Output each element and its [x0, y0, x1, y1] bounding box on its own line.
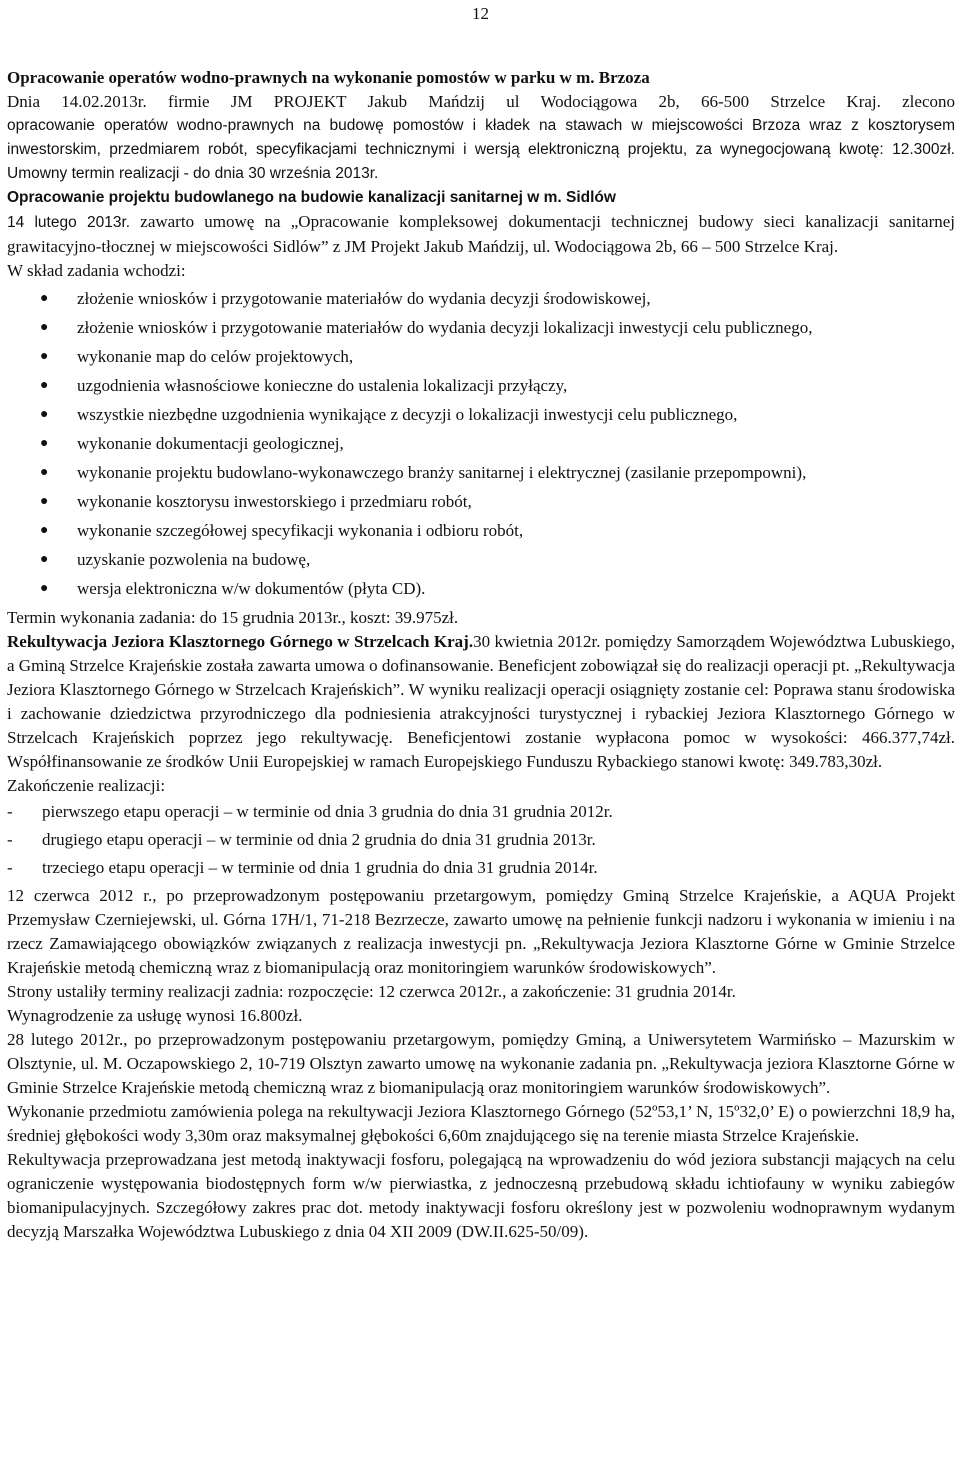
dash-icon: -	[7, 830, 13, 849]
paragraph-rekultywacja	[7, 630, 955, 774]
bullet-icon: ●	[40, 552, 49, 567]
list-item: ● wersja elektroniczna w/w dokumentów (płyta CD).	[7, 577, 955, 601]
paragraph-terms: Strony ustaliły terminy realizacji zadnia: rozpoczęcie: 12 czerwca 2012r., a zakończenie: 31 grudnia 2014r.	[7, 982, 736, 1001]
list-item: ● złożenie wniosków i przygotowanie materiałów do wydania decyzji lokalizacji inwestycji celu publicznego,	[7, 316, 955, 340]
bullet-icon: ●	[40, 407, 49, 422]
list-item: ● złożenie wniosków i przygotowanie materiałów do wydania decyzji środowiskowej,	[7, 287, 955, 311]
list-item: ● wykonanie projektu budowlano-wykonawczego branży sanitarnej i elektrycznej (zasilanie przepompowni),	[7, 461, 955, 485]
sidlow-body: zawarto umowę na „Opracowanie kompleksowej dokumentacji technicznej budowy sieci kanalizacji sanitarnej grawitacyjno-tłocznej w miejscowości Sidlów” z JM Projekt Jakub Mańdzij, ul. Wodociągowa 2b, 66 – 500 Strzelce Kraj.	[7, 212, 955, 256]
bullet-icon: ●	[40, 436, 49, 451]
document-body	[7, 66, 955, 1244]
bullet-icon: ●	[40, 465, 49, 480]
paragraph-aqua: 12 czerwca 2012 r., po przeprowadzonym postępowaniu przetargowym, pomiędzy Gminą Strzelce Krajeńskie, a AQUA Projekt Przemysław Czerniejewski, ul. Górna 17H/1, 71-218 Bezrzecze, zawarto umowę na pełnienie funkcji nadzoru i wykonania w imieniu i na rzecz Zamawiającego obowiązków związanych z realizacja inwestycji pn. „Rekultywacja Jeziora Klasztorne Górne w Gminie Strzelce Krajeńskie metodą chemiczną wraz z biomanipulacją oraz monitoringiem warunków środowiskowych”.	[7, 886, 955, 977]
scope-list	[7, 287, 955, 601]
paragraph-subject: Wykonanie przedmiotu zamówienia polega na rekultywacji Jeziora Klasztornego Górnego (52º53,1’ N, 15º32,0’ E) o powierzchni 18,9 ha, średniej głębokości wody 3,30m oraz maksymalnej głębokości 6,60m znajdującego się na terenie miasta Strzelce Krajeńskie.	[7, 1102, 955, 1145]
list-item: ● wykonanie szczegółowej specyfikacji wykonania i odbioru robót,	[7, 519, 955, 543]
section-title-brzoza: Opracowanie operatów wodno-prawnych na wykonanie pomostów w parku w m. Brzoza	[7, 68, 650, 87]
dash-icon: -	[7, 802, 13, 821]
list-item: ● wykonanie map do celów projektowych,	[7, 345, 955, 369]
list-item: - trzeciego etapu operacji – w terminie od dnia 1 grudnia do dnia 31 grudnia 2014r.	[7, 856, 955, 880]
paragraph-fee: Wynagrodzenie za usługę wynosi 16.800zł.	[7, 1006, 303, 1025]
list-item: - drugiego etapu operacji – w terminie od dnia 2 grudnia do dnia 31 grudnia 2013r.	[7, 828, 955, 852]
sidlow-term: Termin wykonania zadania: do 15 grudnia 2013r., koszt: 39.975zł.	[7, 608, 459, 627]
list-item: ● wykonanie dokumentacji geologicznej,	[7, 432, 955, 456]
paragraph-brzoza-line: Dnia 14.02.2013r. firmie JM PROJEKT Jakub Mańdzij ul Wodociągowa 2b, 66-500 Strzelce Kraj. zlecono	[7, 92, 955, 111]
paragraph-method: Rekultywacja przeprowadzana jest metodą inaktywacji fosforu, polegającą na wprowadzeniu do wód jeziora substancji mających na celu ograniczenie występowania biodostępnych form w/w pierwiastka, z jednoczesną przebudową składu ichtiofauny w wyniku zabiegów biomanipulacyjnych. Szczegółowy zakres prac dot. metody inaktywacji fosforu określony jest w pozwoleniu wodnoprawnym wydanym decyzją Marszałka Województwa Lubuskiego z dnia 04 XII 2009 (DW.II.625-50/09).	[7, 1150, 955, 1241]
bullet-icon: ●	[40, 581, 49, 596]
bullet-icon: ●	[40, 349, 49, 364]
bullet-icon: ●	[40, 523, 49, 538]
bullet-icon: ●	[40, 494, 49, 509]
completion-label: Zakończenie realizacji:	[7, 776, 166, 795]
section-title-sidlow: Opracowanie projektu budowlanego na budowie kanalizacji sanitarnej w m. Sidlów	[7, 189, 616, 206]
bullet-icon: ●	[40, 320, 49, 335]
section-title-rekultywacja: Rekultywacja Jeziora Klasztornego Górnego w Strzelcach Kraj.	[7, 632, 474, 651]
list-item: ● uzyskanie pozwolenia na budowę,	[7, 548, 955, 572]
dash-icon: -	[7, 858, 13, 877]
bullet-icon: ●	[40, 378, 49, 393]
paragraph-uwm: 28 lutego 2012r., po przeprowadzonym postępowaniu przetargowym, pomiędzy Gminą, a Uniwersytetem Warmińsko – Mazurskim w Olsztynie, ul. M. Oczapowskiego 2, 10-719 Olsztyn zawarto umowę na wykonanie zadania pn. „Rekultywacja jeziora Klasztorne Górne w Gminie Strzelce Krajeńskie metodą chemiczną wraz z biomanipulacją oraz monitoringiem warunków środowiskowych”.	[7, 1030, 955, 1097]
list-item: ● wszystkie niezbędne uzgodnienia wynikające z decyzji o lokalizacji inwestycji celu publicznego,	[7, 403, 955, 427]
sidlow-date: 14 lutego 2013r.	[7, 214, 131, 231]
rekultywacja-body: 30 kwietnia 2012r. pomiędzy Samorządem Województwa Lubuskiego, a Gminą Strzelce Krajeńskie została zawarta umowa o dofinansowanie. Beneficjent zobowiązał się do realizacji operacji pt. „Rekultywacja Jeziora Klasztornego Górnego w Strzelcach Krajeńskich”. W wyniku realizacji operacji osiągnięty zostanie cel: Poprawa stanu środowiska i zachowanie dziedzictwa przyrodniczego dla podniesienia atrakcyjności turystycznej i rybackiej Jeziora Klasztornego Górnego w Strzelcach Krajeńskich poprzez jego rekultywację. Beneficjentowi zostanie wypłacona pomoc w wysokości: 466.377,74zł. Współfinansowanie ze środków Unii Europejskiej w ramach Europejskiego Funduszu Rybackiego stanowi kwotę: 349.783,30zł.	[7, 632, 955, 771]
list-item: ● uzgodnienia własnościowe konieczne do ustalenia lokalizacji przyłączy,	[7, 374, 955, 398]
paragraph-sidlow	[7, 210, 955, 259]
stages-list	[7, 800, 955, 880]
list-item: ● wykonanie kosztorysu inwestorskiego i przedmiaru robót,	[7, 490, 955, 514]
paragraph-brzoza: opracowanie operatów wodno-prawnych na budowę pomostów i kładek na stawach w miejscowości Brzoza wraz z kosztorysem inwestorskim, przedmiarem robót, specyfikacjami technicznymi i wersją elektroniczną projektu, za wynegocjowaną kwotę: 12.300zł. Umowny termin realizacji - do dnia 30 września 2013r.	[7, 117, 955, 182]
page-number: 12	[472, 4, 489, 23]
scope-intro: W skład zadania wchodzi:	[7, 261, 186, 280]
bullet-icon: ●	[40, 291, 49, 306]
list-item: - pierwszego etapu operacji – w terminie od dnia 3 grudnia do dnia 31 grudnia 2012r.	[7, 800, 955, 824]
